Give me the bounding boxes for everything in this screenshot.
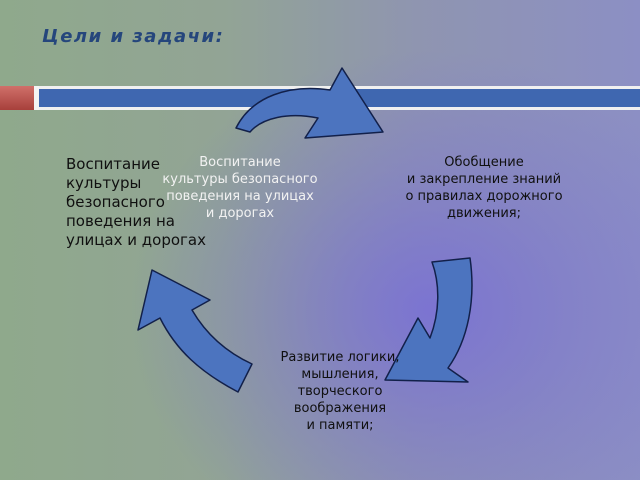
cycle-arrow-left [138,270,252,392]
goal-generalization-text: Обобщение и закрепление знаний о правилах дорожного движения; [405,155,563,221]
cycle-arrow-top [236,68,383,138]
slide-title: Цели и задачи: [42,26,225,47]
goal-upbringing-text: Воспитание культуры безопасного поведения на улицах и дорогах [66,155,206,249]
goal-development-text: Развитие логики, мышления, творческого воображения и памяти; [280,350,400,433]
goal-upbringing-ghost-text: Воспитание культуры безопасного поведения на улицах и дорогах [162,155,318,221]
